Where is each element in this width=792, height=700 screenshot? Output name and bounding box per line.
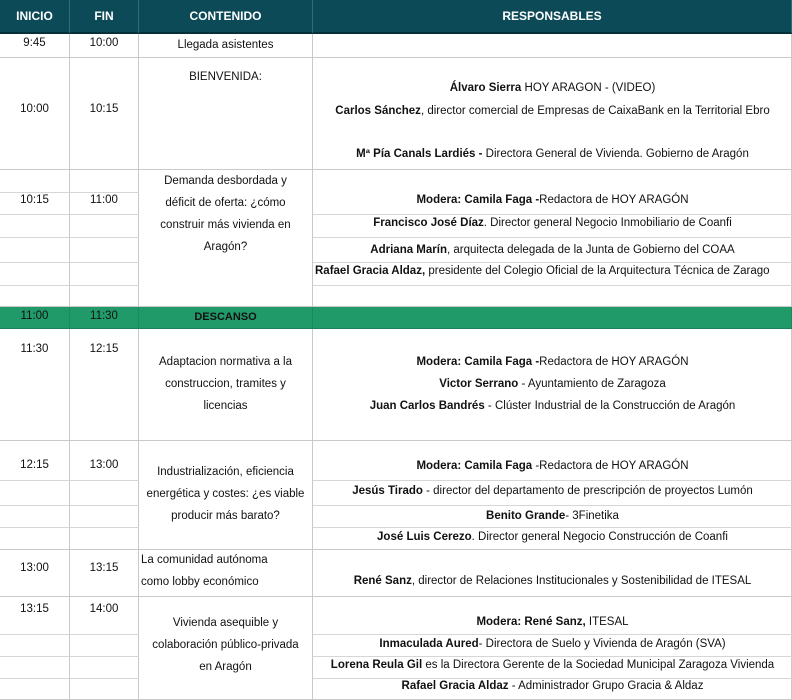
gridline: [313, 262, 792, 263]
responsable-line: Rafael Gracia Aldaz, presidente del Colegio Oficial de la Arquitectura Técnica de Zarago: [315, 265, 770, 277]
content-line: Industrialización, eficiencia: [157, 466, 294, 478]
time-fin: 13:15: [89, 562, 119, 574]
gridline: [313, 656, 792, 657]
cell-responsables: [313, 550, 792, 597]
cell-contenido: [139, 58, 313, 170]
cell-contenido: [139, 329, 313, 441]
gridline: [0, 480, 139, 481]
responsable-line: Mª Pía Canals Lardiés - Directora General de Vivienda. Gobierno de Aragón: [356, 148, 749, 160]
header-responsables-label: RESPONSABLES: [502, 9, 602, 23]
content-line: en Aragón: [199, 661, 252, 673]
gridline: [0, 285, 139, 286]
cell-inicio: [0, 550, 70, 597]
header-inicio: [0, 0, 70, 34]
time-inicio: 13:00: [20, 562, 49, 574]
break-label: DESCANSO: [194, 311, 257, 323]
gridline: [313, 634, 792, 635]
gridline: [313, 505, 792, 506]
responsable-line: Carlos Sánchez, director comercial de Empresas de CaixaBank en la Territorial Ebro: [335, 105, 770, 117]
header-responsables: [313, 0, 792, 34]
gridline: [0, 262, 139, 263]
header-fin-label: FIN: [94, 9, 114, 23]
cell-contenido: [139, 441, 313, 550]
cell-contenido: [139, 597, 313, 700]
time-fin: 10:15: [89, 103, 119, 115]
responsable-line: Inmaculada Aured- Directora de Suelo y Vivienda de Aragón (SVA): [379, 638, 726, 650]
cell-inicio: [0, 34, 70, 58]
time-inicio: 11:00: [20, 310, 49, 322]
gridline: [0, 634, 139, 635]
time-fin: 11:30: [90, 310, 118, 322]
gridline: [0, 214, 139, 215]
responsable-line: Jesús Tirado - director del departamento de prescripción de proyectos Lumón: [352, 485, 753, 497]
responsable-line: Modera: René Sanz, ITESAL: [476, 616, 629, 628]
cell-responsables: [313, 597, 792, 700]
time-fin: 13:00: [89, 459, 119, 471]
responsable-line: Álvaro Sierra HOY ARAGON - (VIDEO): [449, 82, 656, 94]
gridline: [0, 527, 139, 528]
content-line: construccion, tramites y: [165, 378, 286, 390]
content-lines: [141, 550, 308, 593]
time-fin: 14:00: [89, 603, 119, 615]
cell-fin: [70, 550, 139, 597]
content-line: Demanda desbordada y: [164, 175, 287, 187]
cell-fin: [70, 58, 139, 170]
gridline: [313, 237, 792, 238]
cell-contenido: [139, 550, 313, 597]
cell-responsables: [313, 170, 792, 307]
gridline: [0, 192, 139, 193]
cell-responsables: [313, 58, 792, 170]
responsable-line: Adriana Marín, arquitecta delegada de la Junta de Gobierno del COAA: [370, 244, 735, 256]
cell-fin: [70, 329, 139, 441]
responsable-line: Rafael Gracia Aldaz - Administrador Grupo Gracia & Aldaz: [401, 680, 704, 692]
header-inicio-label: INICIO: [16, 9, 53, 23]
cell-responsables: [313, 329, 792, 441]
gridline: [313, 214, 792, 215]
header-contenido-label: CONTENIDO: [189, 9, 262, 23]
time-inicio: 11:30: [20, 343, 49, 355]
time-inicio: 12:15: [20, 459, 49, 471]
content-text: Llegada asistentes: [177, 39, 274, 51]
time-inicio: 9:45: [23, 37, 46, 49]
time-inicio: 10:15: [20, 194, 49, 206]
gridline: [313, 527, 792, 528]
header-contenido: [139, 0, 313, 34]
responsable-line: Benito Grande- 3Finetika: [486, 510, 619, 522]
content-line: Adaptacion normativa a la: [159, 356, 292, 368]
cell-inicio: [0, 307, 70, 329]
gridline: [0, 678, 139, 679]
cell-responsables: [313, 441, 792, 550]
cell-responsables: [313, 307, 792, 329]
cell-contenido: [139, 34, 313, 58]
content-line: La comunidad autónoma: [141, 554, 268, 566]
gridline: [313, 285, 792, 286]
cell-contenido: [139, 170, 313, 307]
content-line: como lobby económico: [141, 576, 259, 588]
content-lines: [143, 612, 308, 678]
gridline: [0, 505, 139, 506]
content-lines: [143, 351, 308, 417]
gridline: [0, 237, 139, 238]
cell-fin: [70, 34, 139, 58]
content-line: colaboración público-privada: [152, 639, 299, 651]
responsable-line: Lorena Reula Gil es la Directora Gerente de la Sociedad Municipal Zaragoza Vivienda: [330, 659, 775, 671]
cell-inicio: [0, 170, 70, 307]
responsable-line: René Sanz, director de Relaciones Institucionales y Sostenibilidad de ITESAL: [353, 575, 752, 587]
time-inicio: 10:00: [20, 103, 49, 115]
content-line: producir más barato?: [171, 510, 280, 522]
cell-inicio: [0, 329, 70, 441]
responsable-line: Victor Serrano - Ayuntamiento de Zaragoza: [439, 378, 666, 390]
cell-responsables: [313, 34, 792, 58]
content-line: construir más vivienda en: [160, 219, 291, 231]
header-fin: [70, 0, 139, 34]
cell-contenido: [139, 307, 313, 329]
content-line: energética y costes: ¿es viable: [146, 488, 305, 500]
gridline: [0, 656, 139, 657]
responsable-line: Modera: Camila Faga -Redactora de HOY ARAGÓN: [416, 460, 689, 472]
cell-fin: [70, 441, 139, 550]
content-line: licencias: [203, 400, 248, 412]
gridline: [313, 678, 792, 679]
cell-inicio: [0, 597, 70, 700]
content-line: déficit de oferta: ¿cómo: [165, 197, 286, 209]
responsable-line: Juan Carlos Bandrés - Clúster Industrial de la Construcción de Aragón: [369, 400, 736, 412]
content-lines: [143, 170, 308, 258]
cell-inicio: [0, 58, 70, 170]
time-fin: 12:15: [89, 343, 119, 355]
responsable-line: Modera: Camila Faga -Redactora de HOY ARAGÓN: [416, 356, 689, 368]
cell-inicio: [0, 441, 70, 550]
content-text: BIENVENIDA:: [189, 71, 262, 83]
gridline: [313, 480, 792, 481]
cell-fin: [70, 307, 139, 329]
time-inicio: 13:15: [20, 603, 49, 615]
cell-fin: [70, 597, 139, 700]
responsable-line: Modera: Camila Faga -Redactora de HOY ARAGÓN: [416, 194, 689, 206]
time-fin: 11:00: [90, 194, 118, 206]
content-lines: [143, 461, 308, 527]
cell-fin: [70, 170, 139, 307]
responsable-line: José Luis Cerezo. Director general Negocio Construcción de Coanfi: [377, 531, 728, 543]
content-line: Vivienda asequible y: [172, 617, 279, 629]
responsable-line: Francisco José Díaz. Director general Negocio Inmobiliario de Coanfi: [373, 217, 732, 229]
content-line: Aragón?: [203, 241, 248, 253]
time-fin: 10:00: [89, 37, 119, 49]
